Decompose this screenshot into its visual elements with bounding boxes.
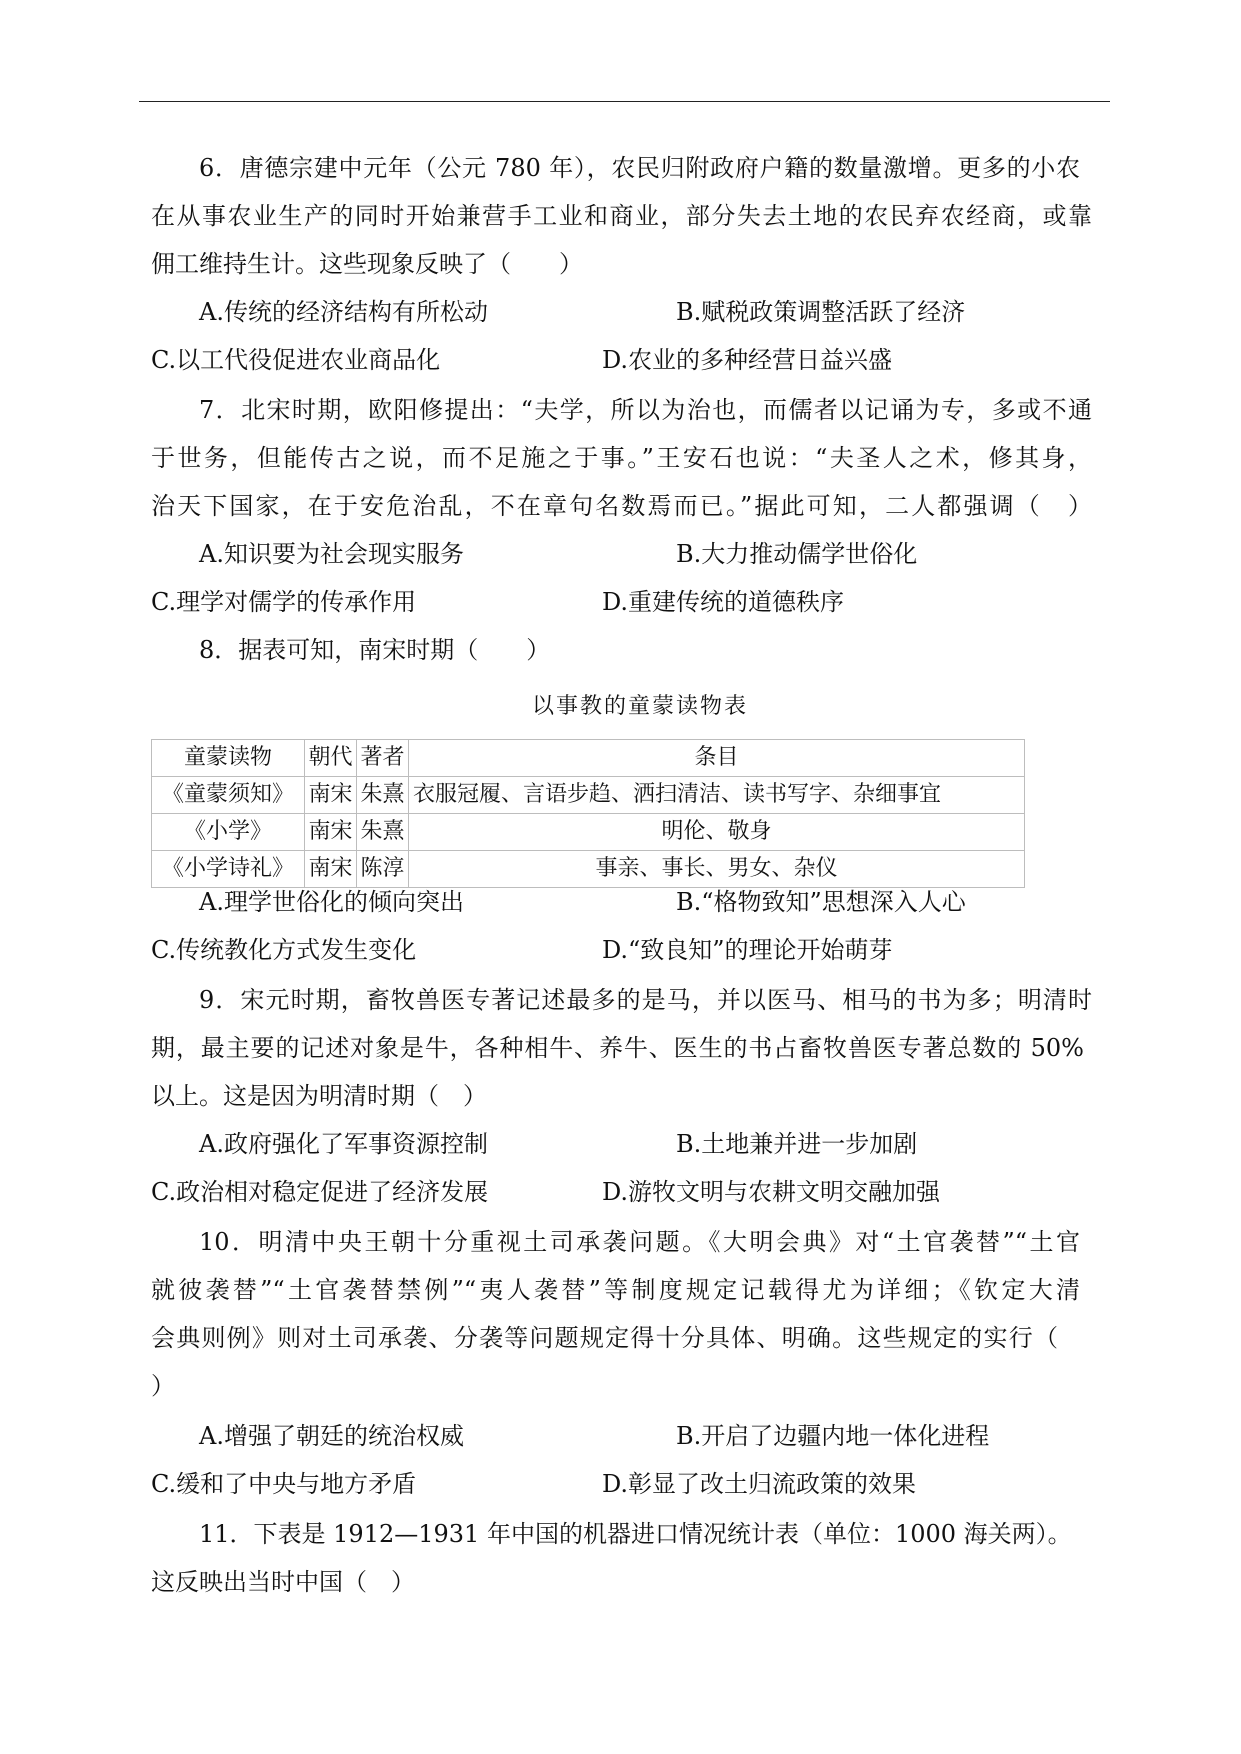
q10-option-c: C.缓和了中央与地方矛盾 xyxy=(151,1470,417,1498)
table-cell: 南宋 xyxy=(305,851,357,888)
q7-option-d: D.重建传统的道德秩序 xyxy=(602,588,845,616)
table-cell: 明伦、敬身 xyxy=(409,814,1025,851)
q7-option-b: B.大力推动儒学世俗化 xyxy=(676,540,918,568)
q7-line-2: 于世务，但能传古之说，而不足施之于事。”王安石也说：“夫圣人之术，修其身， xyxy=(151,444,1092,472)
table-row xyxy=(152,814,1025,851)
q9-line-1: 9．宋元时期，畜牧兽医专著记述最多的是马，并以医马、相马的书为多；明清时 xyxy=(199,986,1092,1014)
q8-table xyxy=(151,739,1025,888)
q9-line-3: 以上。这是因为明清时期（ ） xyxy=(151,1082,487,1110)
table-cell: 朱熹 xyxy=(357,814,409,851)
q8-option-b: B.“格物致知”思想深入人心 xyxy=(676,888,966,916)
q9-option-d: D.游牧文明与农耕文明交融加强 xyxy=(602,1178,941,1206)
q10-option-a: A.增强了朝廷的统治权威 xyxy=(199,1422,464,1450)
q11-line-2: 这反映出当时中国（ ） xyxy=(151,1568,415,1596)
q6-option-d: D.农业的多种经营日益兴盛 xyxy=(602,346,893,374)
q8-option-c: C.传统教化方式发生变化 xyxy=(151,936,417,964)
table-cell: 衣服冠履、言语步趋、洒扫清洁、读书写字、杂细事宜 xyxy=(409,777,1025,814)
q10-line-4: ） xyxy=(151,1372,175,1400)
q10-line-1: 10．明清中央王朝十分重视土司承袭问题。《大明会典》对“土官袭替”“土官 xyxy=(199,1228,1080,1256)
table-cell: 陈淳 xyxy=(357,851,409,888)
table-row xyxy=(152,777,1025,814)
q6-option-b: B.赋税政策调整活跃了经济 xyxy=(676,298,966,326)
table-header-cell: 童蒙读物 xyxy=(152,740,305,777)
table-row xyxy=(152,851,1025,888)
q6-option-a: A.传统的经济结构有所松动 xyxy=(199,298,488,326)
table-cell: 朱熹 xyxy=(357,777,409,814)
q9-option-c: C.政治相对稳定促进了经济发展 xyxy=(151,1178,489,1206)
table-cell: 《小学》 xyxy=(152,814,305,851)
q10-option-d: D.彰显了改土归流政策的效果 xyxy=(602,1470,917,1498)
q6-line-3: 佣工维持生计。这些现象反映了（ ） xyxy=(151,250,583,278)
q7-line-1: 7．北宋时期，欧阳修提出：“夫学，所以为治也，而儒者以记诵为专，多或不通 xyxy=(199,396,1092,424)
q6-option-c: C.以工代役促进农业商品化 xyxy=(151,346,441,374)
table-header-cell: 著者 xyxy=(357,740,409,777)
q6-line-1: 6．唐德宗建中元年（公元 780 年），农民归附政府户籍的数量激增。更多的小农 xyxy=(199,154,1080,182)
q8-stem: 8．据表可知，南宋时期（ ） xyxy=(199,636,551,664)
q9-option-b: B.土地兼并进一步加剧 xyxy=(676,1130,918,1158)
table-cell: 南宋 xyxy=(305,777,357,814)
q8-option-a: A.理学世俗化的倾向突出 xyxy=(199,888,464,916)
q7-option-a: A.知识要为社会现实服务 xyxy=(199,540,464,568)
q10-line-3: 会典则例》则对土司承袭、分袭等问题规定得十分具体、明确。这些规定的实行（ xyxy=(151,1324,1058,1352)
q10-line-2: 就彼袭替”“土官袭替禁例”“夷人袭替”等制度规定记载得尤为详细；《钦定大清 xyxy=(151,1276,1080,1304)
q7-line-3: 治天下国家，在于安危治乱，不在章句名数焉而已。”据此可知，二人都强调（ ） xyxy=(151,492,1092,520)
table-cell: 《小学诗礼》 xyxy=(152,851,305,888)
table-header-cell: 条目 xyxy=(409,740,1025,777)
q9-line-2: 期，最主要的记述对象是牛，各种相牛、养牛、医生的书占畜牧兽医专著总数的 50% xyxy=(151,1034,1084,1062)
q8-option-d: D.“致良知”的理论开始萌芽 xyxy=(602,936,893,964)
q7-option-c: C.理学对儒学的传承作用 xyxy=(151,588,417,616)
q10-option-b: B.开启了边疆内地一体化进程 xyxy=(676,1422,990,1450)
header-rule xyxy=(139,101,1110,102)
q11-line-1: 11．下表是 1912—1931 年中国的机器进口情况统计表（单位：1000 海关两）。 xyxy=(199,1520,1072,1548)
q6-line-2: 在从事农业生产的同时开始兼营手工业和商业，部分失去土地的农民弃农经商，或靠 xyxy=(151,202,1092,230)
table-header-cell: 朝代 xyxy=(305,740,357,777)
table-cell: 《童蒙须知》 xyxy=(152,777,305,814)
table-header-row xyxy=(152,740,1025,777)
q9-option-a: A.政府强化了军事资源控制 xyxy=(199,1130,488,1158)
table-cell: 事亲、事长、男女、杂仪 xyxy=(409,851,1025,888)
table-cell: 南宋 xyxy=(305,814,357,851)
q8-table-caption: 以事教的童蒙读物表 xyxy=(532,694,749,719)
